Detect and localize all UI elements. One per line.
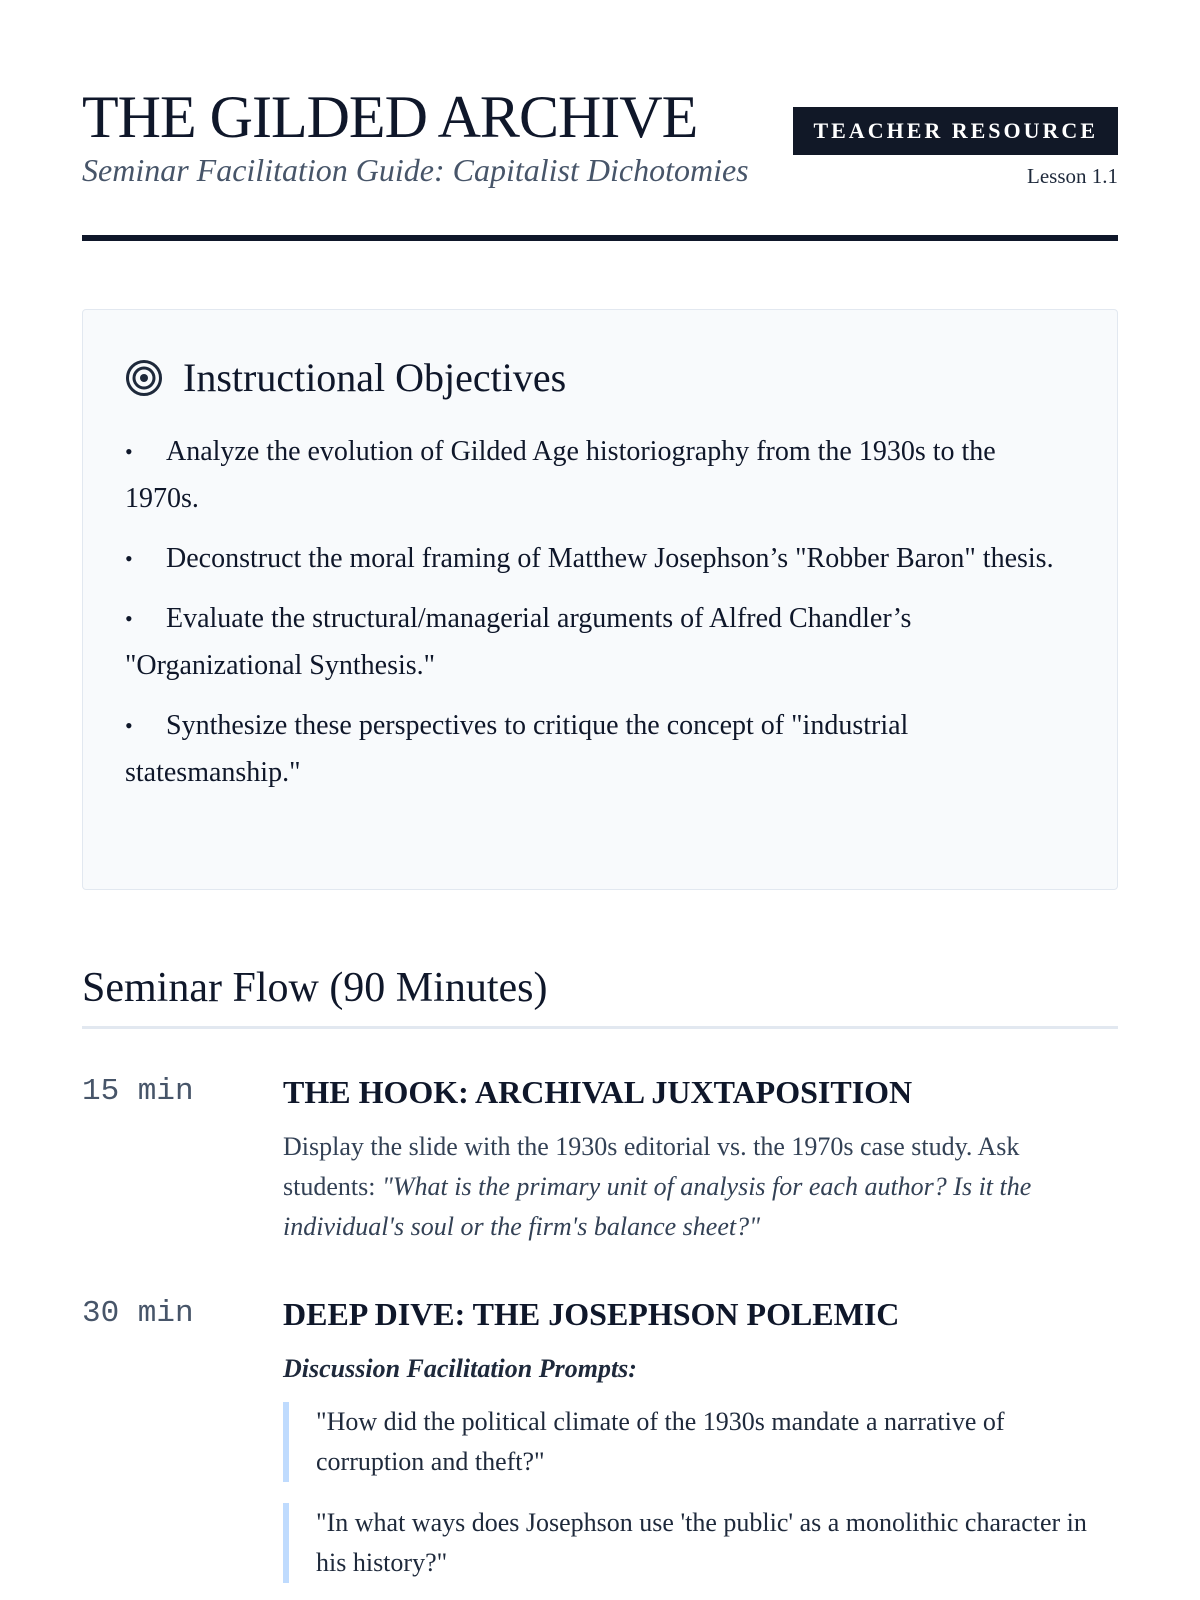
objectives-title: Instructional Objectives	[183, 355, 567, 400]
seminar-flow-heading: Seminar Flow (90 Minutes)	[82, 965, 548, 1011]
objective-text: Deconstruct the moral framing of Matthew Josephson’s "Robber Baron" thesis.	[166, 543, 1054, 574]
objective-text: Analyze the evolution of Gilded Age historiography from the 1930s to the 1970s.	[125, 436, 996, 514]
flow-segment-hook	[82, 1071, 1118, 1247]
site-title: THE GILDED ARCHIVE	[82, 84, 698, 150]
discussion-prompt: "In what ways does Josephson use 'the public' as a monolithic character in his history?"	[283, 1503, 1118, 1583]
objectives-list	[125, 428, 1075, 796]
objectives-card	[82, 309, 1118, 890]
page-header	[82, 0, 1118, 242]
objective-item	[125, 702, 1075, 796]
lesson-number: Lesson 1.1	[1027, 164, 1118, 188]
bullet-icon: •	[125, 439, 133, 464]
segment-body	[283, 1293, 1118, 1583]
segment-title: DEEP DIVE: THE JOSEPHSON POLEMIC	[283, 1296, 900, 1332]
prompts-label: Discussion Facilitation Prompts:	[283, 1354, 637, 1383]
discussion-prompt: "How did the political climate of the 1930s mandate a narrative of corruption and theft?"	[283, 1402, 1118, 1482]
segment-duration: 30 min	[82, 1296, 194, 1331]
objective-item	[125, 428, 1075, 522]
objective-text: Evaluate the structural/managerial arguments of Alfred Chandler’s "Organizational Synthesis."	[125, 603, 912, 681]
bullet-icon: •	[125, 713, 133, 738]
objectives-heading	[125, 354, 1075, 402]
segment-description	[283, 1127, 1118, 1247]
guide-subtitle: Seminar Facilitation Guide: Capitalist Dichotomies	[82, 152, 749, 188]
segment-body	[283, 1071, 1118, 1247]
bullet-icon: •	[125, 546, 133, 571]
segment-question: "What is the primary unit of analysis for each author? Is it the individual's soul or the firm's balance sheet?"	[283, 1172, 1032, 1241]
objective-item	[125, 595, 1075, 689]
segment-title: THE HOOK: ARCHIVAL JUXTAPOSITION	[283, 1074, 913, 1110]
flow-segment-deep-dive	[82, 1293, 1118, 1583]
teacher-resource-badge: TEACHER RESOURCE	[793, 107, 1118, 155]
segment-duration: 15 min	[82, 1074, 194, 1109]
segment-text: Display the slide with the 1930s editorial vs. the 1970s case study. Ask students:	[283, 1132, 1020, 1201]
bullet-icon: •	[125, 606, 133, 631]
objective-text: Synthesize these perspectives to critique the concept of "industrial statesmanship."	[125, 710, 909, 788]
seminar-flow-divider	[82, 1026, 1118, 1029]
objective-item	[125, 535, 1075, 582]
target-icon	[125, 359, 163, 397]
header-divider	[82, 235, 1118, 241]
